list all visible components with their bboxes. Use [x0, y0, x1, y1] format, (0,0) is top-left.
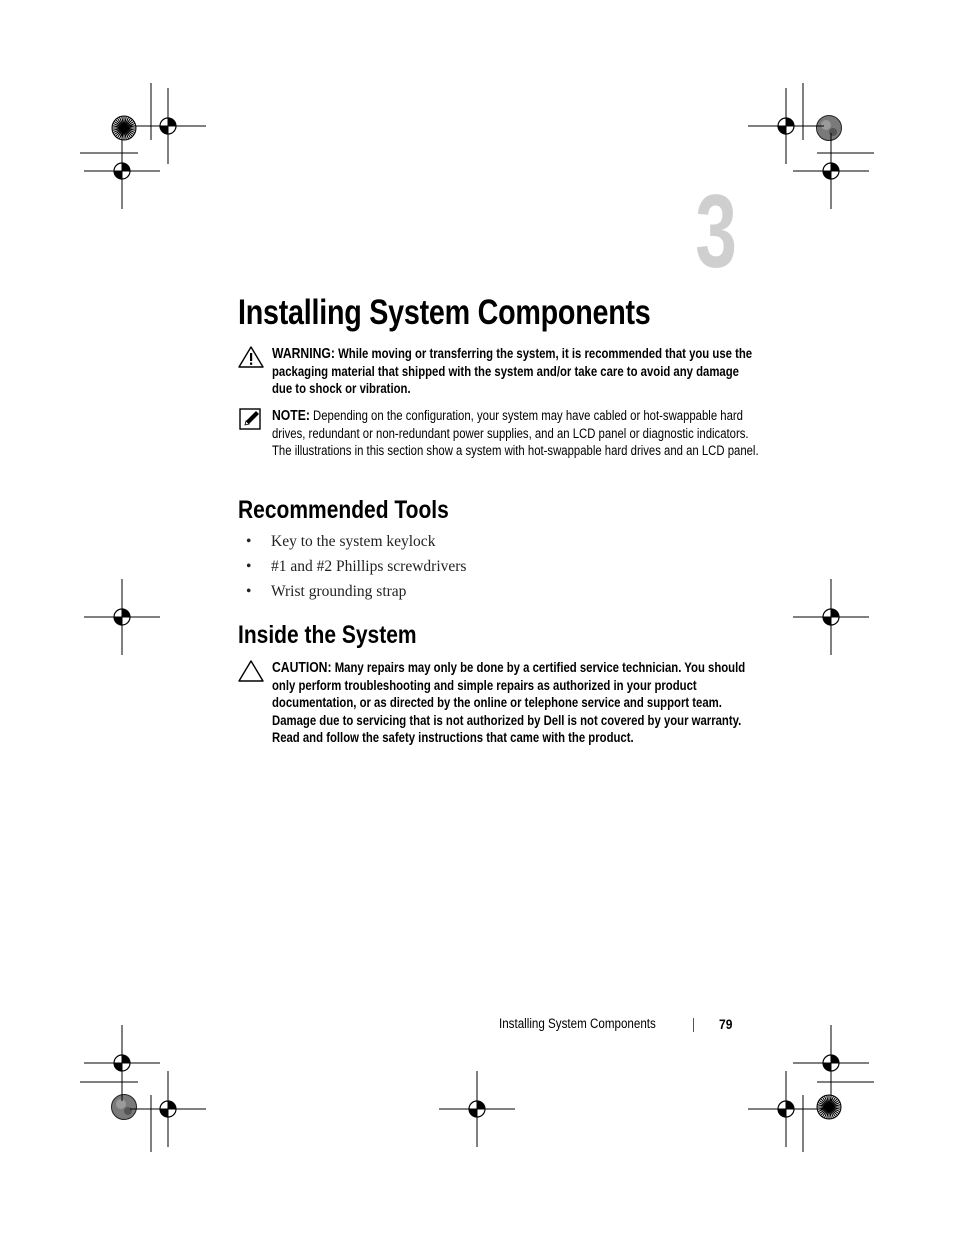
bullet-icon: •	[246, 558, 252, 575]
inside-system-heading: Inside the System	[238, 621, 417, 649]
warning-text-block	[272, 345, 759, 398]
caution-icon	[238, 659, 264, 683]
page-number: 79	[719, 1016, 733, 1032]
list-item-text: #1 and #2 Phillips screwdrivers	[271, 558, 467, 575]
list-item	[246, 556, 466, 581]
list-item	[246, 581, 466, 606]
note-text: Depending on the configuration, your system may have cabled or hot-swappable hard drives, redundant or non-redundant power supplies, and an LCD panel or diagnostic indicators. The illustrations in this section show a system with hot-swappable hard drives and an LCD panel.	[272, 408, 759, 459]
recommended-tools-heading: Recommended Tools	[238, 496, 449, 524]
warning-label: WARNING:	[272, 346, 335, 362]
list-item	[246, 531, 466, 556]
warning-text: While moving or transferring the system, it is recommended that you use the packaging material that shipped with the system and/or take care to avoid any damage due to shock or vibration.	[272, 346, 753, 397]
list-item-text: Wrist grounding strap	[271, 583, 407, 600]
caution-label: CAUTION:	[272, 660, 332, 676]
footer-section-title: Installing System Components	[499, 1016, 656, 1031]
footer-separator	[693, 1018, 694, 1032]
chapter-number: 3	[695, 174, 736, 290]
tools-list	[246, 531, 466, 606]
bullet-icon: •	[246, 583, 252, 600]
note-text-block	[272, 407, 759, 460]
list-item-text: Key to the system keylock	[271, 533, 436, 550]
caution-text-block	[272, 659, 759, 746]
warning-icon	[238, 345, 264, 369]
bullet-icon: •	[246, 533, 252, 550]
note-pencil-icon	[238, 407, 264, 431]
caution-text: Many repairs may only be done by a certified service technician. You should only perform troubleshooting and simple repairs as authorized in your product documentation, or as directed by the online or telephone service and support team. Damage due to servicing that is not authorized by Dell is not covered by your warranty. Read and follow the safety instructions that came with the product.	[272, 660, 746, 745]
note-label: NOTE:	[272, 408, 310, 424]
chapter-title: Installing System Components	[238, 293, 651, 332]
